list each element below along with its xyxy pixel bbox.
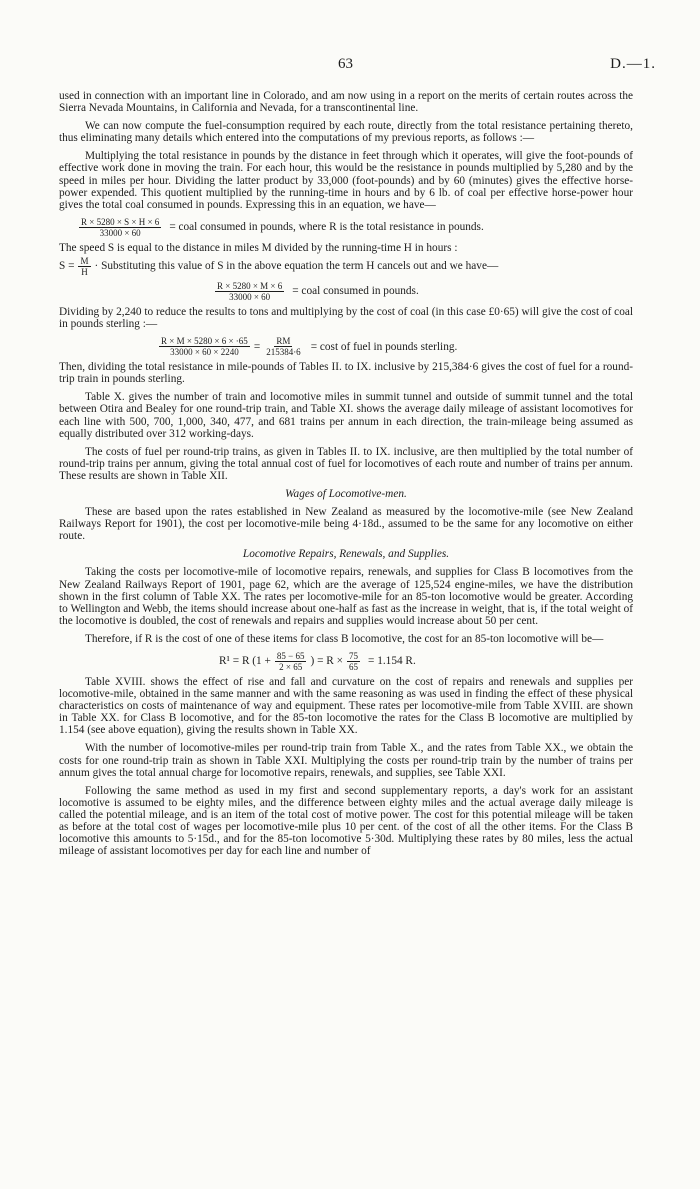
equation-numerator: R × 5280 × M × 6 [217,280,283,291]
equation-denominator: 33000 × 60 [99,227,141,238]
equation-denominator: H [81,266,88,277]
equation-text: = 1.154 R. [368,655,416,668]
paragraph: With the number of locomotive-miles per round-trip train from Table X., and the rates from Table XX., we obtain the costs for one round-trip train as shown in Table XXI. Multiplying the costs per round-trip train by the number of trains per annum gives the total annual charge for locomotive repairs, renewals, and supplies, see Table XXI. [59,742,633,779]
equation-text: ) = R × [310,655,343,668]
document-reference: D.—1. [610,56,656,72]
paragraph: Multiplying the total resistance in pounds by the distance in feet through which it operates, will give the foot-pounds of effective work done in moving the train. For each hour, this would be the resistance in pounds multiplied by 5,280 and by the speed in miles per hour. Dividing the latter product by 33,000 (foot-pounds) and by 60 (minutes) gives the effective horse-power expended. This quotient multiplied by the running-time in hours and by 6 lb. of coal per effective horse-power hour gives the total coal consumed in pounds. Expressing this in an equation, we have— [59,150,633,211]
paragraph: We can now compute the fuel-consumption required by each route, directly from the total resistance pertaining thereto, thus eliminating many details which entered into the computations of my previous reports, as follows :— [59,120,633,145]
paragraph: The costs of fuel per round-trip trains, as given in Tables II. to IX. inclusive, are then multiplied by the total number of round-trip trains per annum, giving the total annual cost of fuel for locomotives of each route and number of trains per annum. These results are shown in Table XII. [59,445,633,482]
equation-equals: = [253,340,261,353]
section-heading: Locomotive Repairs, Renewals, and Supplies. [242,548,450,561]
equation-numerator: R × 5280 × S × H × 6 [81,216,160,227]
equation-denominator: 2 × 65 [279,662,303,672]
equation-text: = cost of fuel in pounds sterling. [310,340,458,353]
paragraph: Table X. gives the number of train and locomotive miles in summit tunnel and outside of summit tunnel and the total between Otira and Bealey for one round-trip train, and Table XI. shows the average daily mileage of assistant locomotives for each line with 500, 700, 1,000, 340, 477, and 681 trains per annum in each direction, the train-mileage being assumed as equally distributed over 312 working-days. [59,391,633,440]
paragraph: Table XVIII. shows the effect of rise and fall and curvature on the cost of repairs and renewals and supplies per locomotive-mile, obtained in the same manner and with the same reasoning as was used in finding the effect of these physical characteristics on costs of maintenance of way and equipment. These rates per locomotive-mile from Table XVIII. are shown in Table XX. for Class B locomotive, and for the 85-ton locomotive the rates for the Class B locomotive are multiplied by 1.154 (see above equation), giving the results shown in Table XX. [59,676,633,737]
body-text [59,90,633,863]
equation-numerator: RM [276,336,291,347]
equation-denominator: 33000 × 60 × 2240 [170,347,239,358]
equation-coal-consumption [59,217,633,238]
equation-numerator: 85 − 65 [276,651,305,661]
equation-lhs: R¹ = R (1 + [219,655,271,668]
equation-speed [59,256,633,277]
equation-lhs: S = [59,260,75,273]
paragraph: Following the same method as used in my first and second supplementary reports, a day's work for an assistant locomotive is assumed to be eighty miles, and the difference between eighty miles and the actual average daily mileage is called the potential mileage, and is an item of the total cost of motive power. The cost for this potential mileage will be taken as before at the total cost of wages per locomotive-mile plus 10 per cent. of the cost of all the other items. For the Class B locomotive this amounts to 5·15d., and for the 85-ton locomotive 5·30d. Multiplying these rates by 80 miles, less the actual mileage of assistant locomotives per day for each line and number of [59,784,633,858]
paragraph: used in connection with an important line in Colorado, and am now using in a report on the merits of certain routes across the Sierra Nevada Mountains, in California and Nevada, for a transcontinental line. [59,90,633,115]
equation-numerator: 75 [349,651,358,661]
paragraph-line: The speed S is equal to the distance in miles M divided by the running-time H in hours : [59,241,458,254]
equation-text: = coal consumed in pounds. [292,285,419,298]
equation-denominator: 215384·6 [266,347,301,358]
paragraph: Dividing by 2,240 to reduce the results to tons and multiplying by the cost of coal (in this case £0·65) will give the cost of coal in pounds sterling :— [59,305,633,331]
paragraph: Then, dividing the total resistance in mile-pounds of Tables II. to IX. inclusive by 215,384·6 gives the cost of fuel for a round-trip train in pounds sterling. [59,361,633,386]
paragraph: Taking the costs per locomotive-mile of locomotive repairs, renewals, and supplies for Class B locomotives from the New Zealand Railways Report of 1901, page 62, which are the average of 125,524 engine-miles, we have the distribution shown in the first column of Table XX. The rates per locomotive-mile for an 85-ton locomotive would be greater. According to Wellington and Webb, the items should increase about one-half as fast as the increase in weight, that is, if the total weight of the locomotive is doubled, the cost of renewals and repairs and supplies would increase about 50 per cent. [59,566,633,627]
section-heading: Wages of Locomotive-men. [285,487,407,500]
equation-numerator: M [80,255,89,266]
equation-numerator: R × M × 5280 × 6 × ·65 [161,336,248,347]
paragraph: These are based upon the rates established in New Zealand as measured by the locomotive-mile (see New Zealand Railways Report for 1901), the cost per locomotive-mile being 4·18d., assumed to be the same for any locomotive on either route. [59,506,633,543]
paragraph [59,242,633,277]
paragraph: Therefore, if R is the cost of one of these items for class B locomotive, the cost for an 85-ton locomotive will be— [85,632,604,645]
equation-text: = coal consumed in pounds, where R is the total resistance in pounds. [169,221,484,234]
equation-denominator: 33000 × 60 [229,291,271,302]
equation-text: · Substituting this value of S in the above equation the term H cancels out and we have— [94,260,499,273]
equation-fuel-cost [59,336,633,357]
page-number: 63 [338,56,353,72]
equation-denominator: 65 [349,662,358,672]
equation-cost-85-ton [59,651,633,672]
equation-coal-miles [59,281,633,302]
